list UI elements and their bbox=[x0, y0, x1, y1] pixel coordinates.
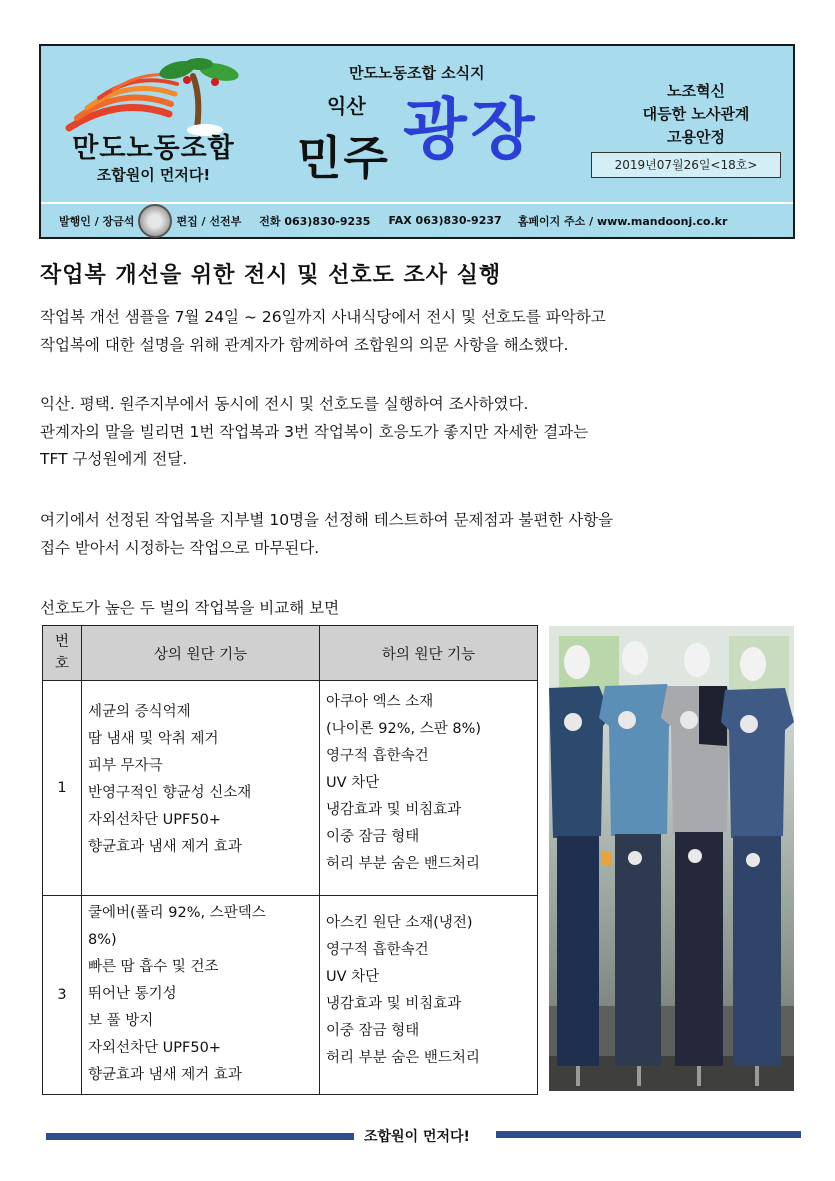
header-number bbox=[43, 626, 82, 681]
feature-item: 냉감효과 및 비침효과 bbox=[326, 996, 462, 1012]
feature-item: 반영구적인 향균성 신소재 bbox=[88, 785, 252, 801]
feature-item: 아쿠아 엑스 소재 bbox=[326, 694, 434, 710]
feature-item: 허리 부분 숨은 밴드처리 bbox=[326, 1050, 480, 1066]
fax: FAX 063)830-9237 bbox=[388, 214, 502, 227]
publication-label: 만도노동조합 소식지 bbox=[349, 64, 485, 82]
masthead-info-bar bbox=[41, 204, 793, 237]
text-line: 관계자의 말을 빌리면 1번 작업복과 3번 작업복이 호응도가 좋지만 자세한 결과는 bbox=[40, 422, 589, 441]
header-number-line: 번 bbox=[54, 634, 69, 650]
feature-item: 땀 냄새 및 악취 제거 bbox=[88, 731, 219, 747]
feature-item: 향균효과 냄새 제거 효과 bbox=[88, 839, 242, 855]
feature-item: 8%) bbox=[88, 932, 117, 948]
work-uniform-photo bbox=[549, 626, 794, 1091]
feature-item: 영구적 흡한속건 bbox=[326, 748, 429, 764]
top-fabric-cell bbox=[82, 681, 320, 896]
row-number: 3 bbox=[43, 896, 82, 1095]
editor: 편집 / 선전부 bbox=[176, 214, 242, 228]
phone: 전화 063)830-9235 bbox=[259, 214, 371, 228]
text-line: 작업복에 대한 설명을 위해 관계자가 함께하여 조합원의 의문 사항을 해소했다. bbox=[40, 335, 569, 354]
feature-item: (나이론 92%, 스판 8%) bbox=[326, 721, 482, 737]
feature-item: 보 풀 방지 bbox=[88, 1013, 154, 1029]
mannequin-display-image bbox=[549, 626, 794, 1091]
feature-item: 아스킨 원단 소재(냉전) bbox=[326, 915, 473, 931]
union-slogan: 조합원이 먼저다! bbox=[96, 166, 211, 184]
feature-item: 향균효과 냄새 제거 효과 bbox=[88, 1067, 242, 1083]
masthead bbox=[39, 44, 795, 239]
motto-line: 고용안정 bbox=[667, 128, 725, 146]
table-row bbox=[43, 896, 538, 1095]
title-gwangjang: 광장 bbox=[403, 91, 539, 168]
feature-item: 허리 부분 숨은 밴드처리 bbox=[326, 856, 480, 872]
publisher: 발행인 / 장금석 bbox=[59, 214, 135, 228]
text-line: 익산. 평택. 원주지부에서 동시에 전시 및 선호도를 실행하여 조사하였다. bbox=[40, 395, 529, 413]
feature-item: 이중 잠금 형태 bbox=[326, 1023, 420, 1039]
homepage-link[interactable]: 홈페이지 주소 / www.mandoonj.co.kr bbox=[517, 214, 728, 228]
region-label: 익산 bbox=[327, 94, 366, 118]
text-line: 접수 받아서 시정하는 작업으로 마무된다. bbox=[40, 538, 320, 557]
feature-item: 냉감효과 및 비침효과 bbox=[326, 802, 462, 818]
paragraph-exhibition bbox=[40, 304, 798, 359]
compare-caption: 선호도가 높은 두 벌의 작업복을 비교해 보면 bbox=[40, 599, 340, 617]
issue-date: 2019년07월26일<18호> bbox=[591, 152, 781, 178]
fabric-comparison-table bbox=[42, 625, 538, 1095]
header-bottom-fabric: 하의 원단 기능 bbox=[320, 626, 538, 681]
text-line: 작업복 개선 샘플을 7월 24일 ~ 26일까지 사내식당에서 전시 및 선호도를 파악하고 bbox=[40, 308, 606, 326]
footer-rule-right bbox=[496, 1131, 801, 1138]
top-fabric-cell bbox=[82, 896, 320, 1095]
feature-item: 영구적 흡한속건 bbox=[326, 942, 429, 958]
feature-item: 빠른 땀 흡수 및 건조 bbox=[88, 959, 219, 975]
feature-item: 자외선차단 UPF50+ bbox=[88, 812, 221, 828]
feature-item: 이중 잠금 형태 bbox=[326, 829, 420, 845]
masthead-banner bbox=[41, 46, 793, 202]
text-line: 여기에서 선정된 작업복을 지부별 10명을 선정해 테스트하여 문제점과 불편한 사항을 bbox=[40, 511, 614, 529]
union-name: 만도노동조합 bbox=[72, 133, 235, 164]
union-seal-icon bbox=[138, 204, 172, 238]
table-row bbox=[43, 681, 538, 896]
motto-line: 대등한 노사관계 bbox=[642, 105, 750, 123]
motto bbox=[621, 80, 771, 149]
feature-item: 뛰어난 통기성 bbox=[88, 986, 177, 1002]
article-headline: 작업복 개선을 위한 전시 및 선호도 조사 실행 bbox=[40, 263, 502, 288]
feature-item: 세균의 증식억제 bbox=[88, 704, 191, 720]
feature-item: UV 차단 bbox=[326, 969, 380, 985]
bottom-fabric-cell bbox=[320, 681, 538, 896]
text-line: TFT 구성원에게 전달. bbox=[40, 450, 188, 468]
row-number: 1 bbox=[43, 681, 82, 896]
paragraph-survey bbox=[40, 391, 798, 474]
motto-line: 노조혁신 bbox=[667, 82, 725, 100]
header-number-line: 호 bbox=[54, 656, 69, 672]
feature-item: 자외선차단 UPF50+ bbox=[88, 1040, 221, 1056]
feature-item: 피부 무자극 bbox=[88, 758, 163, 774]
title-minju: 민주 bbox=[297, 131, 390, 185]
feature-item: 쿨에버(폴리 92%, 스판덱스 bbox=[88, 905, 266, 921]
table-header-row bbox=[43, 626, 538, 681]
footer-rule-left bbox=[46, 1133, 354, 1140]
feature-item: UV 차단 bbox=[326, 775, 380, 791]
bottom-fabric-cell bbox=[320, 896, 538, 1095]
footer-slogan: 조합원이 먼저다! bbox=[364, 1129, 470, 1145]
header-top-fabric: 상의 원단 기능 bbox=[82, 626, 320, 681]
paragraph-testing bbox=[40, 507, 798, 562]
